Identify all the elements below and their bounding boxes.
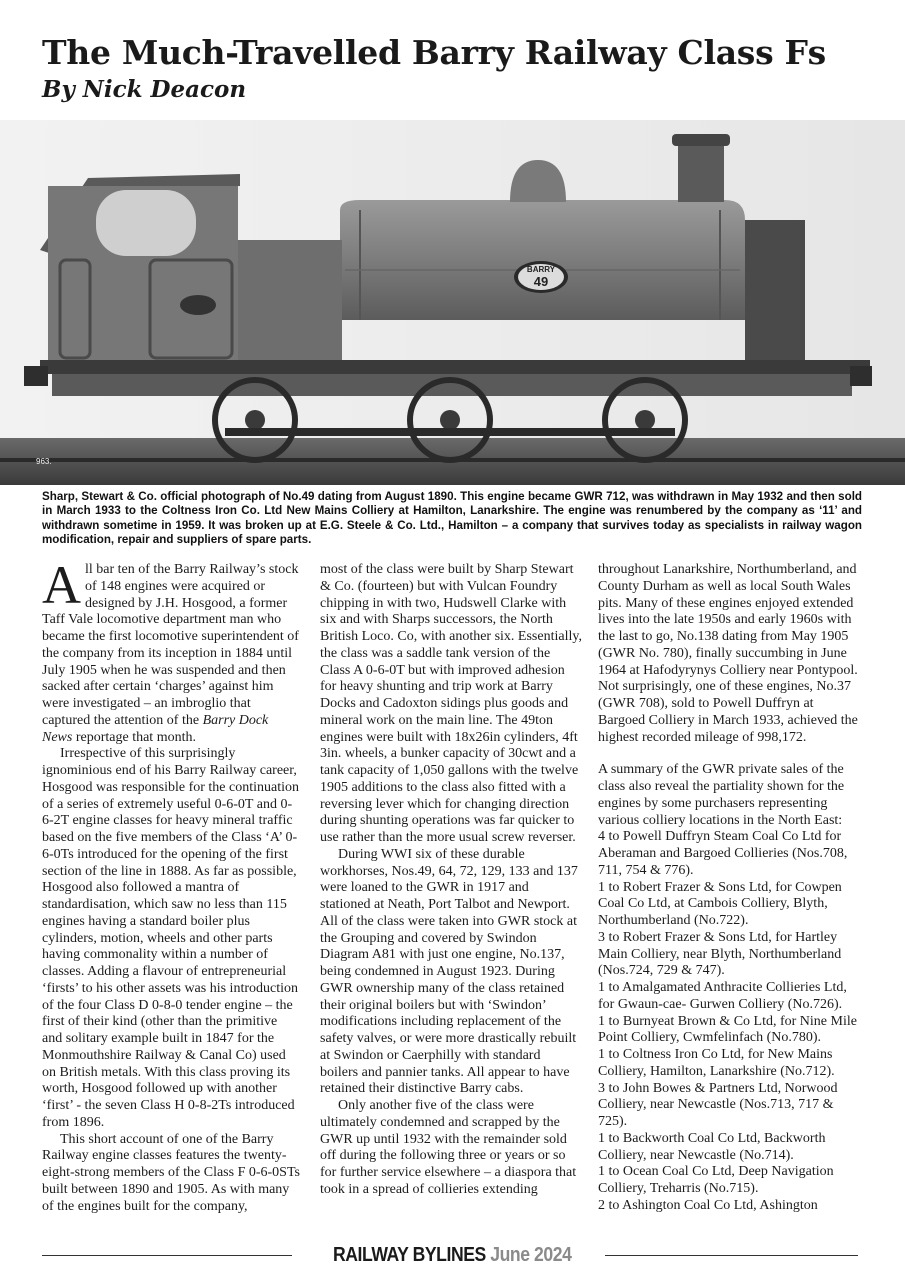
photo-corner-mark: 963. bbox=[36, 457, 52, 466]
paragraph: Only another five of the class were ultimately condemned and scrapped by the GWR up until 1932 with the remainder sold off during the following three or years or so for further service elsewhere – a diaspora that took in a spread of collieries extending bbox=[320, 1098, 577, 1197]
magazine-brand bbox=[333, 1244, 571, 1267]
paragraph: A summary of the GWR private sales of the class also reveal the partiality shown for the engines by some purchasers representing various colliery locations in the North East: bbox=[598, 762, 845, 828]
sales-item: 1 to Backworth Coal Co Ltd, Backworth Colliery, near Newcastle (No.714). bbox=[598, 1130, 826, 1163]
footer-rule-left bbox=[42, 1255, 292, 1256]
plate-line1: BARRY bbox=[526, 265, 556, 274]
publication-name: Barry Dock News bbox=[42, 712, 269, 745]
intro-paragraph: All bar ten of the Barry Railway’s stock of 148 engines were acquired or designed by J.H. Hosgood, a former Taff Vale locomotive department man who became the first locomotive superintendent of the company from its inception in 1884 until July 1905 when he was suspended and then sacked after certain ‘charges’ against him were investigated – an imbroglio that captured the attention of the Barry Dock News reportage that month. bbox=[42, 555, 299, 745]
sales-item: 1 to Coltness Iron Co Ltd, for New Mains Colliery, Hamilton, Lanarkshire (No.712). bbox=[598, 1047, 835, 1079]
issue-date: June 2024 bbox=[490, 1244, 572, 1266]
sales-item: 2 to Ashington Coal Co Ltd, Ashington bbox=[598, 1197, 818, 1213]
column-3 bbox=[598, 562, 860, 1215]
sales-item: 3 to John Bowes & Partners Ltd, Norwood Colliery, near Newcastle (Nos.713, 717 & 725). bbox=[598, 1080, 838, 1129]
paragraph: throughout Lanarkshire, Northumberland, and County Durham as well as local South Wales pits. Many of these engines enjoyed extended lives into the late 1950s and early 1960s with the last to go, No.138 dating from May 1905 (GWR No. 780), finally succumbing in June 1964 at Hafodyrynys Colliery near Pontypool. Not surprisingly, one of these engines, No.37 (GWR 708), sold to Powell Duffryn at Bargoed Colliery in March 1933, achieved the highest recorded mileage of 998,172. bbox=[598, 562, 858, 745]
sales-item: 1 to Burnyeat Brown & Co Ltd, for Nine Mile Point Colliery, Cwmfelinfach (No.780). bbox=[598, 1013, 857, 1046]
footer-rule-right bbox=[605, 1255, 858, 1256]
drop-cap: A bbox=[42, 555, 81, 615]
photo-caption: Sharp, Stewart & Co. official photograph of No.49 dating from August 1890. This engine became GWR 712, was withdrawn in May 1932 and then sold in March 1933 to the Coltness Iron Co. Ltd New Mains Colliery at Hamilton, Lanarkshire. The engine was renumbered by the company as ‘11’ and withdrawn sometime in 1959. It was broken up at E.G. Steele & Co. Ltd., Hamilton – a company that survives today as specialists in railway wagon modification, repair and suppliers of spare parts. bbox=[42, 490, 862, 547]
locomotive-photo bbox=[0, 120, 905, 485]
plate-line2: 49 bbox=[533, 274, 549, 289]
article-title: The Much-Travelled Barry Railway Class Fs bbox=[42, 33, 826, 72]
page-footer bbox=[0, 1244, 905, 1266]
sales-item: 1 to Robert Frazer & Sons Ltd, for Cowpen Coal Co Ltd, at Cambois Colliery, Blyth, Northumberland (No.722). bbox=[598, 879, 842, 928]
paragraph: most of the class were built by Sharp Stewart & Co. (fourteen) but with Vulcan Foundry chipping in with two, Hudswell Clarke with six and with Sharps successors, the North British Loco. Co, with another six. Essentially, the class was a saddle tank version of the Class A 0-6-0T but with improved adhesion for heavy shunting and trip work at Barry Docks and Cadoxton sidings plus goods and mineral work on the main line. The 49ton engines were built with 18x26in cylinders, 4ft 3in. wheels, a bunker capacity of 30cwt and a tank capacity of 1,050 gallons with the twelve 1905 additions to the class also fitted with a reversing lever which for changing direction during shunting operations was far quicker to use rather than the more usual screw reverser. bbox=[320, 562, 582, 845]
article-byline: By Nick Deacon bbox=[42, 76, 247, 103]
magazine-name: RAILWAY BYLINES bbox=[333, 1244, 486, 1266]
column-2 bbox=[320, 562, 582, 1199]
column-1 bbox=[42, 555, 300, 1215]
paragraph: During WWI six of these durable workhorses, Nos.49, 64, 72, 129, 133 and 137 were loaned to the GWR in 1917 and stationed at Neath, Port Talbot and Newport. All of the class were taken into GWR stock at the Grouping and covered by Swindon Diagram A81 with just one engine, No.137, being condemned in August 1923. During GWR ownership many of the class retained their original boilers but with ‘Swindon’ modifications including replacement of the safety valves, or were more drastically rebuilt at Swindon or Caerphilly with standard boilers and pannier tanks. All appear to have retained their distinctive Barry cabs. bbox=[320, 846, 578, 1097]
paragraph: Irrespective of this surprisingly ignominious end of his Barry Railway career, Hosgood was responsible for the continuation of a series of extremely useful 0-6-0T and 0-6-2T engine classes for heavy mineral traffic based on the five members of the Class ‘A’ 0-6-0Ts introduced for the opening of the first section of the line in 1888. As far as possible, Hosgood also followed a mantra of standardisation, which saw no less than 115 engines having a standard boiler plus cylinders, motion, wheels and other parts having commonality within a number of classes. Adding a flavour of entrepreneurial ‘firsts’ to his other assets was his introduction of the four Class D 0-8-0 tender engine – the first of their kind (other than the primitive and solitary example built in 1847 for the Monmouthshire Railway & Canal Co) used on British metals. With this class proving its worth, Hosgood followed up with another ‘first’ - the seven Class H 0-8-2Ts introduced from 1896. bbox=[42, 746, 300, 1130]
sales-item: 1 to Ocean Coal Co Ltd, Deep Navigation Colliery, Treharris (No.715). bbox=[598, 1164, 834, 1196]
sales-item: 1 to Amalgamated Anthracite Collieries Ltd, for Gwaun-cae- Gurwen Colliery (No.726). bbox=[598, 980, 847, 1012]
sales-item: 3 to Robert Frazer & Sons Ltd, for Hartley Main Colliery, near Blyth, Northumberland (Nos.724, 729 & 747). bbox=[598, 929, 842, 979]
paragraph: This short account of one of the Barry Railway engine classes features the twenty-eight-strong members of the Class F 0-6-0STs built between 1890 and 1905. As with many of the engines built for the company, bbox=[42, 1131, 300, 1214]
sales-item: 4 to Powell Duffryn Steam Coal Co Ltd for Aberaman and Bargoed Collieries (Nos.708, 711, 754 & 776). bbox=[598, 829, 848, 878]
